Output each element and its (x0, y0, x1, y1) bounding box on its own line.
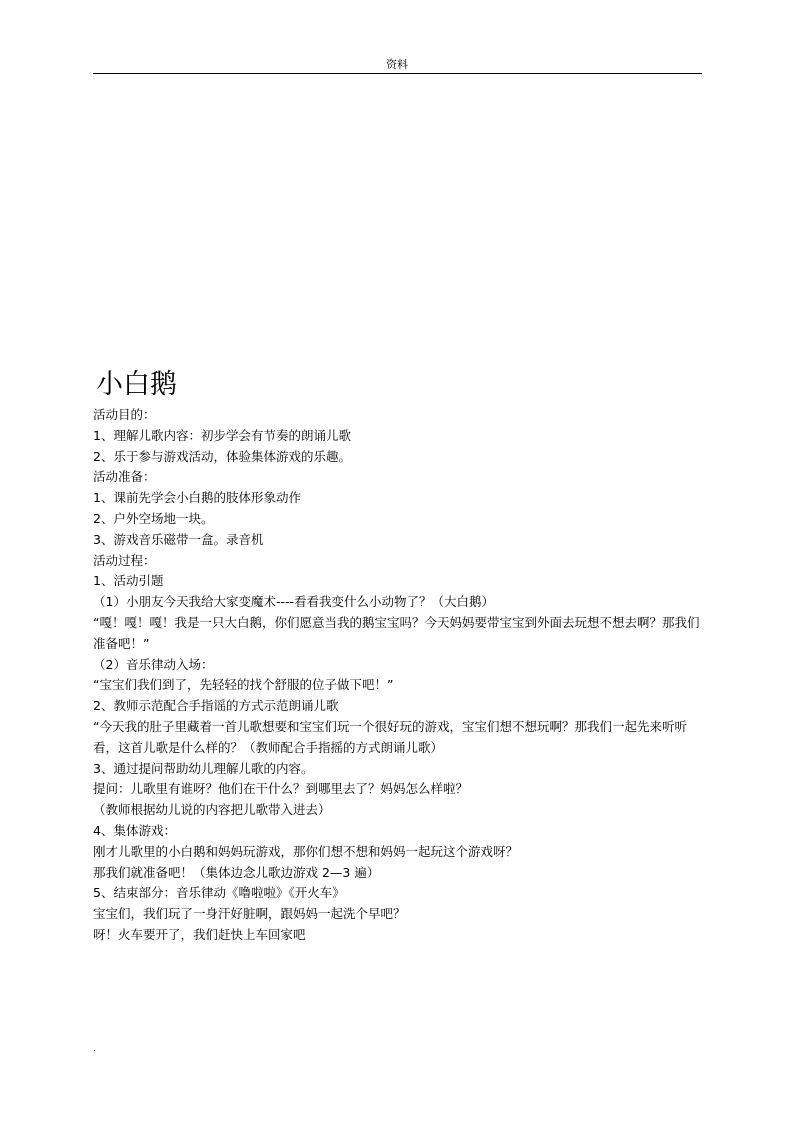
section-heading-process: 活动过程： (93, 552, 156, 568)
process-text: “宝宝们我们到了，先轻轻的找个舒服的位子做下吧！” (93, 677, 394, 693)
header-divider (93, 73, 702, 74)
process-step: 5、结束部分：音乐律动《噜啦啦》《开火车》 (93, 885, 345, 901)
goal-item: 1、理解儿歌内容：初步学会有节奏的朗诵儿歌 (93, 427, 351, 443)
preparation-item: 1、课前先学会小白鹅的肢体形象动作 (93, 490, 301, 506)
section-heading-goals: 活动目的： (93, 407, 156, 422)
process-text: 刚才儿歌里的小白鹅和妈妈玩游戏，那你们想不想和妈妈一起玩这个游戏呀？ (93, 843, 519, 859)
process-step: 3、通过提问帮助幼儿理解儿歌的内容。 (93, 760, 314, 776)
process-text: （1）小朋友今天我给大家变魔术----看看我变什么小动物了？（大白鹅） (93, 594, 494, 610)
process-text: 宝宝们，我们玩了一身汗好脏啊，跟妈妈一起洗个早吧？ (93, 906, 406, 922)
process-text: “嘎！嘎！嘎！我是一只大白鹅，你们愿意当我的鹅宝宝吗？今天妈妈要带宝宝到外面去玩想不想去啊？那我们准备吧！” (93, 614, 700, 651)
process-text: 呀！火车要开了，我们赶快上车回家吧 (93, 926, 306, 942)
process-text: （2）音乐律动入场： (93, 656, 214, 672)
preparation-item: 2、户外空场地一块。 (93, 510, 214, 526)
document-title: 小白鹅 (96, 369, 177, 400)
goal-item: 2、乐于参与游戏活动，体验集体游戏的乐趣。 (93, 448, 351, 464)
process-text: （教师根据幼儿说的内容把儿歌带入进去） (93, 802, 331, 818)
document-body (93, 405, 705, 946)
process-text: 提问：儿歌里有谁呀？他们在干什么？到哪里去了？妈妈怎么样啦？ (93, 781, 469, 797)
preparation-item: 3、游戏音乐磁带一盒。录音机 (93, 531, 264, 547)
process-step: 4、集体游戏： (93, 822, 176, 838)
footer-mark: . (93, 1044, 96, 1054)
page-header: 资料 (386, 58, 408, 71)
process-text: “今天我的肚子里藏着一首儿歌想要和宝宝们玩一个很好玩的游戏，宝宝们想不想玩啊？那我们一起先来听听看，这首儿歌是什么样的？（教师配合手指摇的方式朗诵儿歌） (93, 718, 687, 755)
process-step: 1、活动引题 (93, 573, 164, 589)
process-step: 2、教师示范配合手指谣的方式示范朗诵儿歌 (93, 698, 339, 714)
section-heading-preparation: 活动准备： (93, 469, 156, 485)
process-text: 那我们就准备吧！（集体边念儿歌边游戏 2—3 遍） (93, 864, 380, 880)
